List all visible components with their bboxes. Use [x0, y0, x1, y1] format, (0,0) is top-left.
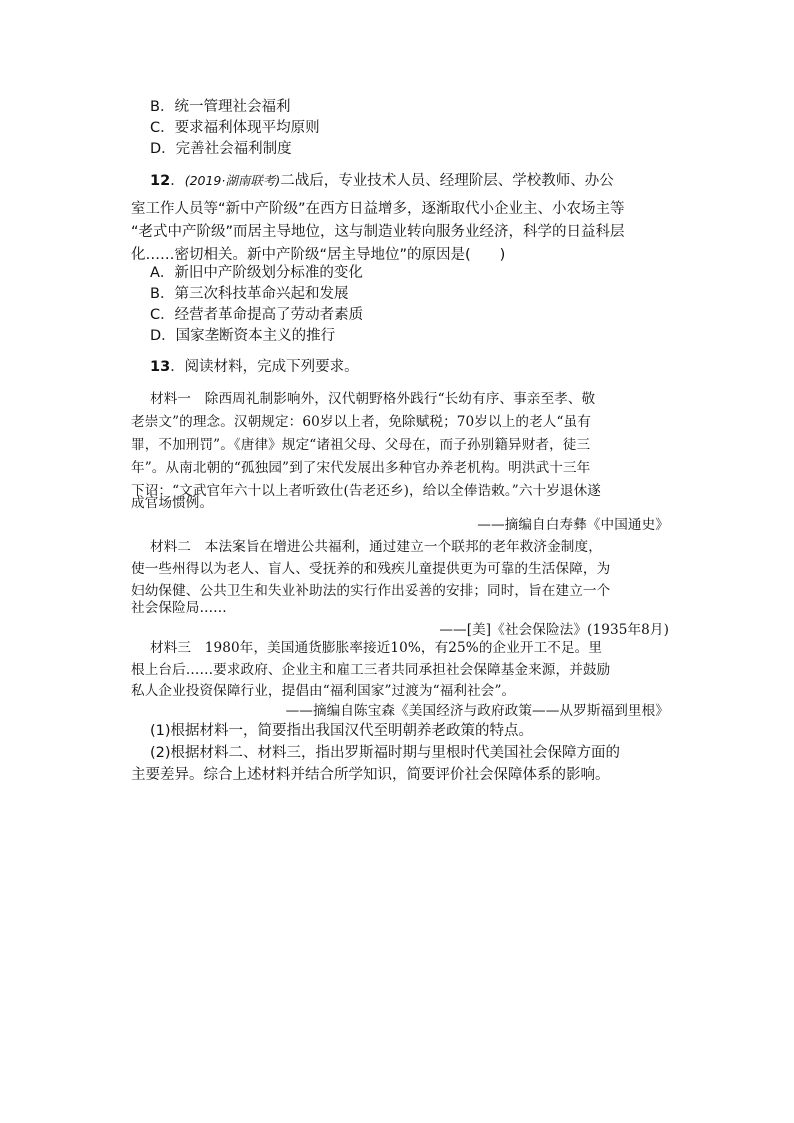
- requirement-2-line: 主要差异。综合上述材料并结合所学知识，简要评价社会保障体系的影响。: [131, 767, 610, 783]
- material-3-line: 根上台后……要求政府、企业主和雇工三者共同承担社会保障基金来源，并鼓励: [131, 662, 611, 678]
- question-13-first-line: [150, 357, 359, 377]
- material-1-line: 材料一 除西周礼制影响外，汉代朝野格外践行“长幼有序、事亲至孝、敬: [150, 391, 596, 407]
- material-2-line: 社会保险局……: [131, 600, 227, 616]
- option-d: D．国家垄断资本主义的推行: [150, 328, 336, 344]
- material-3-source: ——摘编自陈宝森《美国经济与政府政策——从罗斯福到里根》: [285, 703, 669, 719]
- option-c-prev: C．要求福利体现平均原则: [150, 120, 320, 136]
- requirement-1: (1)根据材料一，简要指出我国汉代至明朝养老政策的特点。: [150, 723, 534, 739]
- question-12-text: 二战后，专业技术人员、经理阶层、学校教师、办公: [280, 173, 614, 189]
- material-1-line: 年”。从南北朝的“孤独园”到了宋代发展出多种官办养老机构。明洪武十三年: [131, 460, 591, 476]
- material-1-line: 下诏：“文武官年六十以上者听致仕(告老还乡)，给以全俸诰敕。”六十岁退休遂: [131, 483, 601, 499]
- question-12-line: “老式中产阶级”而居主导地位，这与制造业转向服务业经济，科学的日益科层: [131, 224, 625, 240]
- option-c: C．经营者革命提高了劳动者素质: [150, 307, 364, 323]
- material-1-source: ——摘编自白寿彝《中国通史》: [477, 517, 669, 533]
- option-d-prev: D．完善社会福利制度: [150, 141, 292, 157]
- question-12-first-line: [150, 171, 614, 191]
- material-1-line: 成官场惯例。: [131, 495, 214, 511]
- option-b-prev: B．统一管理社会福利: [150, 99, 291, 115]
- material-3-line: 私人企业投资保障行业，提倡由“福利国家”过渡为“福利社会”。: [131, 683, 516, 699]
- question-number: 13: [150, 359, 171, 375]
- question-source: (2019·湖南联考): [184, 173, 281, 188]
- question-12-line: 化……密切相关。新中产阶级“居主导地位”的原因是( ): [131, 247, 506, 263]
- option-a: A．新旧中产阶级划分标准的变化: [150, 265, 363, 281]
- material-2-line: 妇幼保健、公共卫生和失业补助法的实行作出妥善的安排；同时，旨在建立一个: [131, 583, 611, 599]
- question-13-text: ．阅读材料，完成下列要求。: [170, 359, 359, 375]
- material-1-line: 罪，不加刑罚”。《唐律》规定“诸祖父母、父母在，而子孙别籍异财者，徒三: [131, 437, 591, 453]
- question-dot: ．: [170, 173, 185, 189]
- material-2-source: ——[美]《社会保险法》(1935年8月): [439, 622, 669, 638]
- question-number: 12: [150, 173, 171, 189]
- option-b: B．第三次科技革命兴起和发展: [150, 286, 349, 302]
- question-12-line: 室工作人员等“新中产阶级”在西方日益增多，逐渐取代小企业主、小农场主等: [131, 201, 625, 217]
- material-2-line: 材料二 本法案旨在增进公共福利，通过建立一个联邦的老年救济金制度，: [150, 539, 602, 555]
- material-2-line: 使一些州得以为老人、盲人、受抚养的和残疾儿童提供更为可靠的生活保障，为: [131, 561, 611, 577]
- requirement-2-line: (2)根据材料二、材料三，指出罗斯福时期与里根时代美国社会保障方面的: [150, 745, 621, 761]
- material-1-line: 老崇文”的理念。汉朝规定：60岁以上者，免除赋税；70岁以上的老人“虽有: [131, 414, 591, 430]
- material-3-line: 材料三 1980年，美国通货膨胀率接近10%，有25%的企业开工不足。里: [150, 640, 603, 656]
